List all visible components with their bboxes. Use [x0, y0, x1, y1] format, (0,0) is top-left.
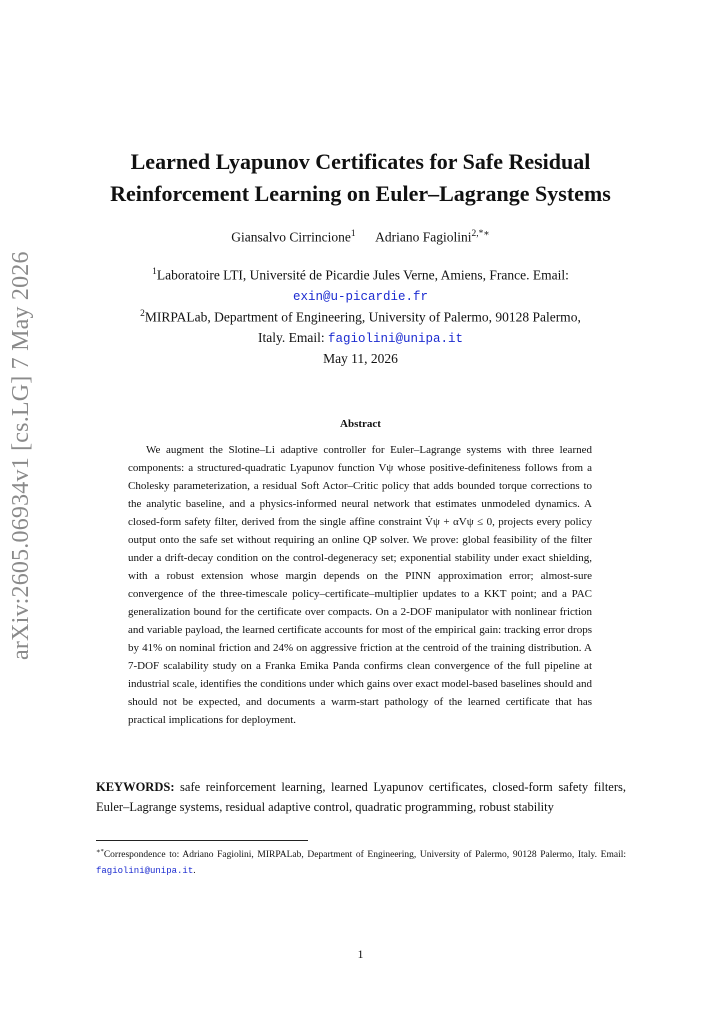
title-line-2: Reinforcement Learning on Euler–Lagrange Systems	[110, 181, 611, 206]
footnote-mark: ∗*	[96, 848, 104, 855]
arxiv-sidebar-stamp	[8, 251, 48, 680]
footnote-divider	[96, 840, 308, 841]
page-number: 1	[357, 947, 364, 961]
keywords-text: safe reinforcement learning, learned Lyapunov certificates, closed-form safety filters, Euler–Lagrange systems, residual adaptive control, quadratic programming, robust stability	[96, 780, 627, 814]
footnote	[96, 844, 626, 879]
footnote-email-link[interactable]: fagiolini@unipa.it	[96, 866, 194, 877]
paper-title	[0, 146, 721, 210]
author-2-affiliation-mark: 2,*∗	[471, 229, 490, 239]
affiliation-1-mark: 1	[152, 267, 157, 277]
footnote-tail: .	[193, 866, 196, 877]
keywords-label: KEYWORDS:	[96, 780, 175, 794]
author-1-affiliation-mark: 1	[350, 229, 356, 239]
affiliation-2-email-link[interactable]: fagiolini@unipa.it	[327, 331, 463, 346]
title-line-1: Learned Lyapunov Certificates for Safe Residual	[130, 149, 591, 174]
affiliation-2-text-cont: Italy. Email:	[257, 329, 325, 345]
abstract-text: We augment the Slotine–Li adaptive controller for Euler–Lagrange systems with three learned components: a structured-quadratic Lyapunov function Vψ whose positive-definiteness follows from a Cholesky parameterization, a residual Soft Actor–Critic policy that adds bounded torque corrections to the analytic baseline, and a physics-informed neural network that estimates unmodeled dynamics. A closed-form safety filter, derived from the single affine constraint V̇ψ + αVψ ≤ 0, projects every policy output onto the safe set without requiring an online QP solver. We prove: global feasibility of the filter under a drift-decay condition on the control-degeneracy set; exponential stability under exact shielding, with a robust extension whose margin depends on the PINN approximation error; almost-sure convergence of the three-timescale policy–certificate–multiplier updates to a KKT point; and a PAC generalization bound for the certificate over compacts. On a 2-DOF manipulator with nonlinear friction and variable payload, the learned certificate accounts for most of the empirical gain: tracking error drops by 41% on nominal friction and 24% on aggressive friction at the centroid of the training distribution. A 7-DOF scalability study on a Franka Emika Panda confirms clean convergence of the full pipeline at industrial scale, identifies the conditions under which gains over exact model-based baselines should and should not be expected, and documents a warm-start pathology of the learned certificate that has practical implications for deployment.	[128, 444, 592, 726]
affiliation-1-email-link[interactable]: exin@u-picardie.fr	[292, 289, 429, 304]
affiliation-2-mark: 2	[140, 309, 145, 319]
author-2-name: Adriano Fagiolini	[375, 229, 472, 245]
publication-date: May 11, 2026	[323, 351, 398, 366]
author-1-name: Giansalvo Cirrincione	[231, 229, 351, 245]
abstract-body	[128, 441, 592, 729]
affiliation-2-text: MIRPALab, Department of Engineering, University of Palermo, 90128 Palermo,	[144, 309, 581, 325]
affiliation-2	[0, 304, 721, 349]
author-list	[0, 228, 721, 246]
footnote-text: Correspondence to: Adriano Fagiolini, MIRPALab, Department of Engineering, University of Palermo, 90128 Palermo, Italy. Email:	[103, 850, 626, 861]
keywords-section	[96, 777, 626, 817]
affiliation-1	[0, 262, 721, 307]
abstract-heading: Abstract	[340, 418, 381, 430]
arxiv-identifier: arXiv:2605.06934v1 [cs.LG] 7 May 2026	[8, 251, 34, 660]
affiliation-1-text: Laboratoire LTI, Université de Picardie Jules Verne, Amiens, France. Email:	[156, 267, 569, 283]
